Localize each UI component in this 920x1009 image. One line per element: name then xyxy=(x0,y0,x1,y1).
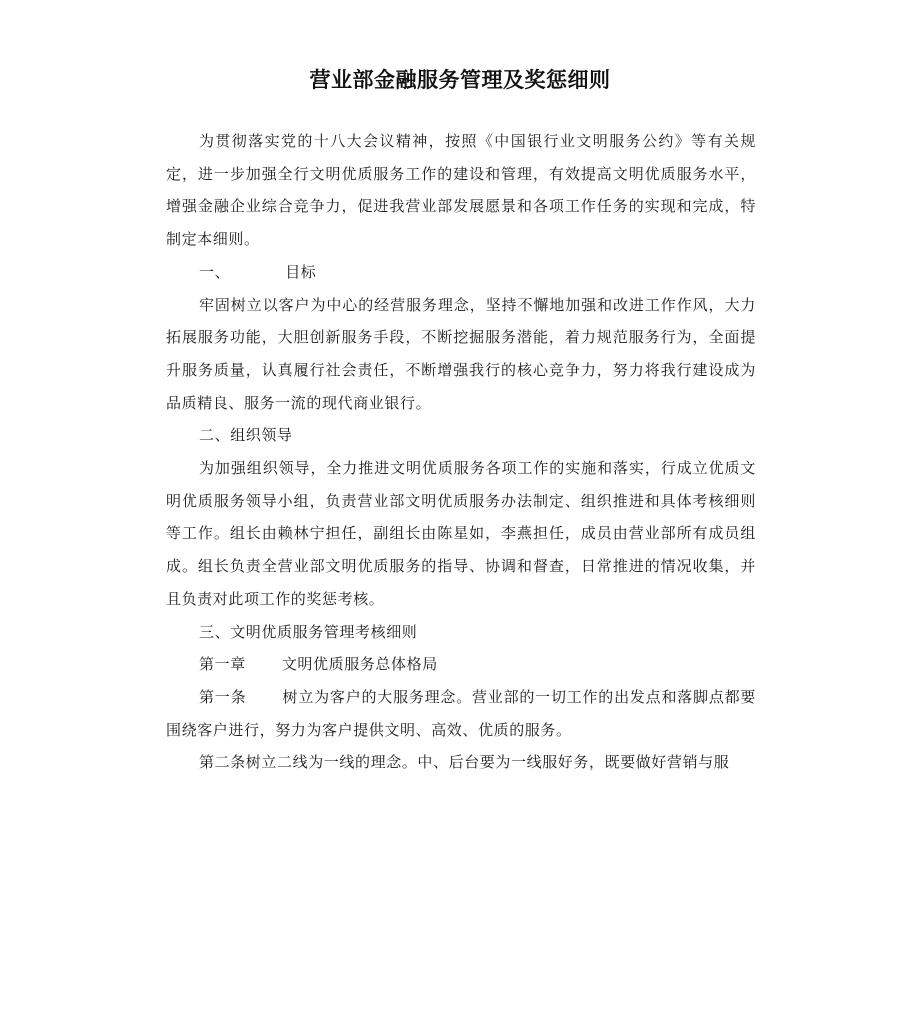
section-1-paragraph: 牢固树立以客户为中心的经营服务理念，坚持不懈地加强和改进工作作风，大力拓展服务功能，大胆创新服务手段，不断挖掘服务潜能，着力规范服务行为，全面提升服务质量，认真履行社会责任，不断增强我行的核心竞争力，努力将我行建设成为品质精良、服务一流的现代商业银行。 xyxy=(166,295,756,412)
section-1-title: 目标 xyxy=(285,262,317,281)
chapter-1-heading xyxy=(166,648,756,681)
article-2-paragraph: 第二条树立二线为一线的理念。中、后台要为一线服好务，既要做好营销与服 xyxy=(199,753,730,772)
document-body xyxy=(166,125,756,779)
document-title: 营业部金融服务管理及奖惩细则 xyxy=(309,68,611,92)
chapter-1-title: 文明优质服务总体格局 xyxy=(281,655,438,674)
intro-paragraph: 为贯彻落实党的十八大会议精神，按照《中国银行业文明服务公约》等有关规定，进一步加强全行文明优质服务工作的建设和管理，有效提高文明优质服务水平，增强金融企业综合竞争力，促进我营业部发展愿景和各项工作任务的实现和完成，特制定本细则。 xyxy=(166,132,756,249)
chapter-1-label: 第一章 xyxy=(199,655,246,674)
article-1-paragraph xyxy=(166,681,756,746)
section-2-heading: 二、组织领导 xyxy=(199,426,293,445)
section-1-heading xyxy=(166,256,756,289)
section-3-heading: 三、文明优质服务管理考核细则 xyxy=(199,622,418,641)
section-2-paragraph: 为加强组织领导，全力推进文明优质服务各项工作的实施和落实，行成立优质文明优质服务领导小组，负责营业部文明优质服务办法制定、组织推进和具体考核细则等工作。组长由赖林宁担任，副组长由陈星如，李燕担任，成员由营业部所有成员组成。组长负责全营业部文明优质服务的指导、协调和督查，日常推进的情况收集，并且负责对此项工作的奖惩考核。 xyxy=(166,459,756,608)
section-1-number: 一、 xyxy=(199,262,231,281)
article-1-label: 第一条 xyxy=(199,687,247,706)
article-1-text: 树立为客户的大服务理念。营业部的一切工作的出发点和落脚点都要围绕客户进行，努力为客户提供文明、高效、优质的服务。 xyxy=(166,687,756,739)
